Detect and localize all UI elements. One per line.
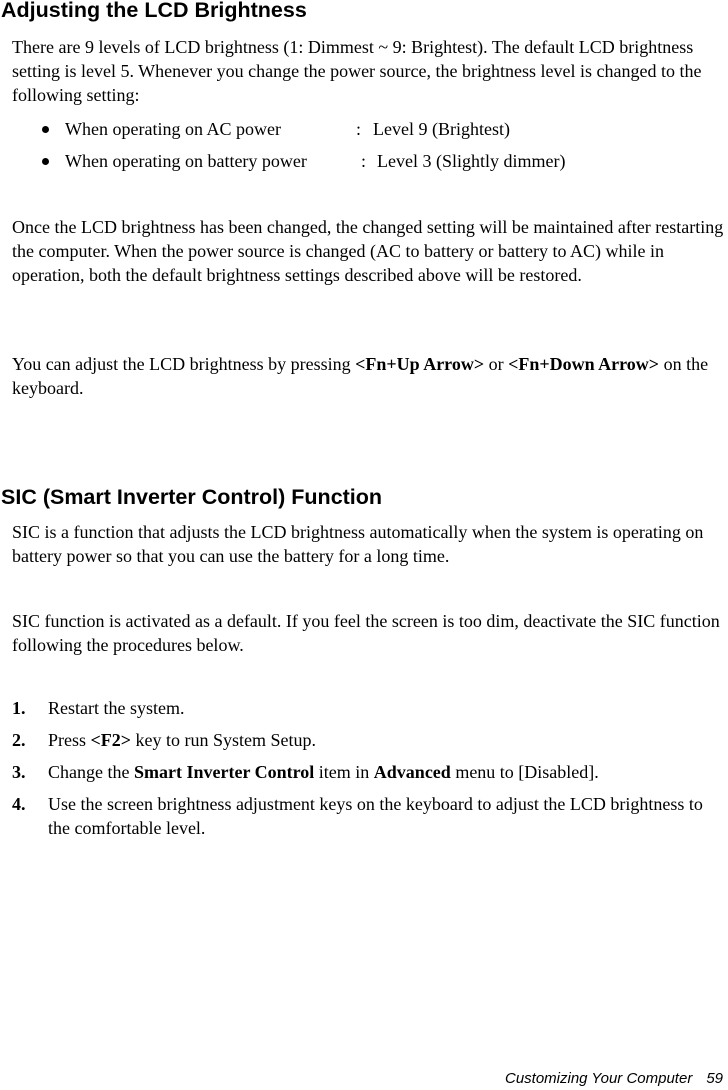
bullet-dot-icon: [42, 158, 49, 165]
step-text: [48, 760, 712, 784]
bullet-value: Level 9 (Brightest): [373, 119, 510, 139]
step-text: [48, 728, 712, 752]
hotkey-down: <Fn+Down Arrow>: [508, 354, 660, 374]
bullet-separator: :: [361, 151, 367, 171]
hotkey-text-middle: or: [484, 354, 509, 374]
step-number: 4.: [12, 794, 26, 814]
step-number: 1.: [12, 698, 26, 718]
step-text-after: menu to [Disabled].: [450, 762, 599, 782]
hotkey-text-before: You can adjust the LCD brightness by pressing: [12, 354, 356, 374]
section-title-sic: SIC (Smart Inverter Control) Function: [1, 485, 383, 509]
step-text: Restart the system.: [48, 698, 185, 718]
hotkey-up: <Fn+Up Arrow>: [355, 354, 485, 374]
step-number: 2.: [12, 730, 26, 750]
step-menu-name: Advanced: [373, 762, 451, 782]
bullet-value: Level 3 (Slightly dimmer): [377, 151, 566, 171]
step-text: Use the screen brightness adjustment keys on the keyboard to adjust the LCD brightness to the comfortable level.: [48, 794, 703, 838]
intro-paragraph: There are 9 levels of LCD brightness (1: Dimmest ~ 9: Brightest). The default LCD brightness setting is level 5. Whenever you change the power source, the brightness level is changed to the following setting:: [12, 37, 702, 105]
step-text-after: key to run System Setup.: [131, 730, 317, 750]
maintained-setting-paragraph: Once the LCD brightness has been changed, the changed setting will be maintained after restarting the computer. When the power source is changed (AC to battery or battery to AC) while in operation, both the default brightness settings described above will be restored.: [12, 217, 724, 285]
step-number: 3.: [12, 762, 26, 782]
step-text-before: Change the: [48, 762, 134, 782]
bullet-label: When operating on AC power: [65, 119, 281, 139]
hotkey-paragraph: [12, 352, 724, 400]
hotkey-text-after: on the keyboard.: [12, 354, 709, 398]
step-text-middle: item in: [314, 762, 374, 782]
sic-description-paragraph: SIC is a function that adjusts the LCD brightness automatically when the system is operating on battery power so that you can use the battery for a long time.: [12, 522, 704, 566]
bullet-dot-icon: [42, 126, 49, 133]
bullet-separator: :: [356, 119, 362, 139]
sic-default-paragraph: SIC function is activated as a default. If you feel the screen is too dim, deactivate the SIC function following the procedures below.: [12, 611, 720, 655]
footer-chapter: Customizing Your Computer: [505, 1070, 693, 1087]
bullet-label: When operating on battery power: [65, 151, 307, 171]
step-text-before: Press: [48, 730, 91, 750]
page-footer: [505, 1070, 723, 1088]
step-key: <F2>: [90, 730, 132, 750]
section-title-lcd-brightness: Adjusting the LCD Brightness: [1, 0, 307, 22]
page-number: 59: [706, 1070, 723, 1087]
step-setting-item: Smart Inverter Control: [133, 762, 315, 782]
